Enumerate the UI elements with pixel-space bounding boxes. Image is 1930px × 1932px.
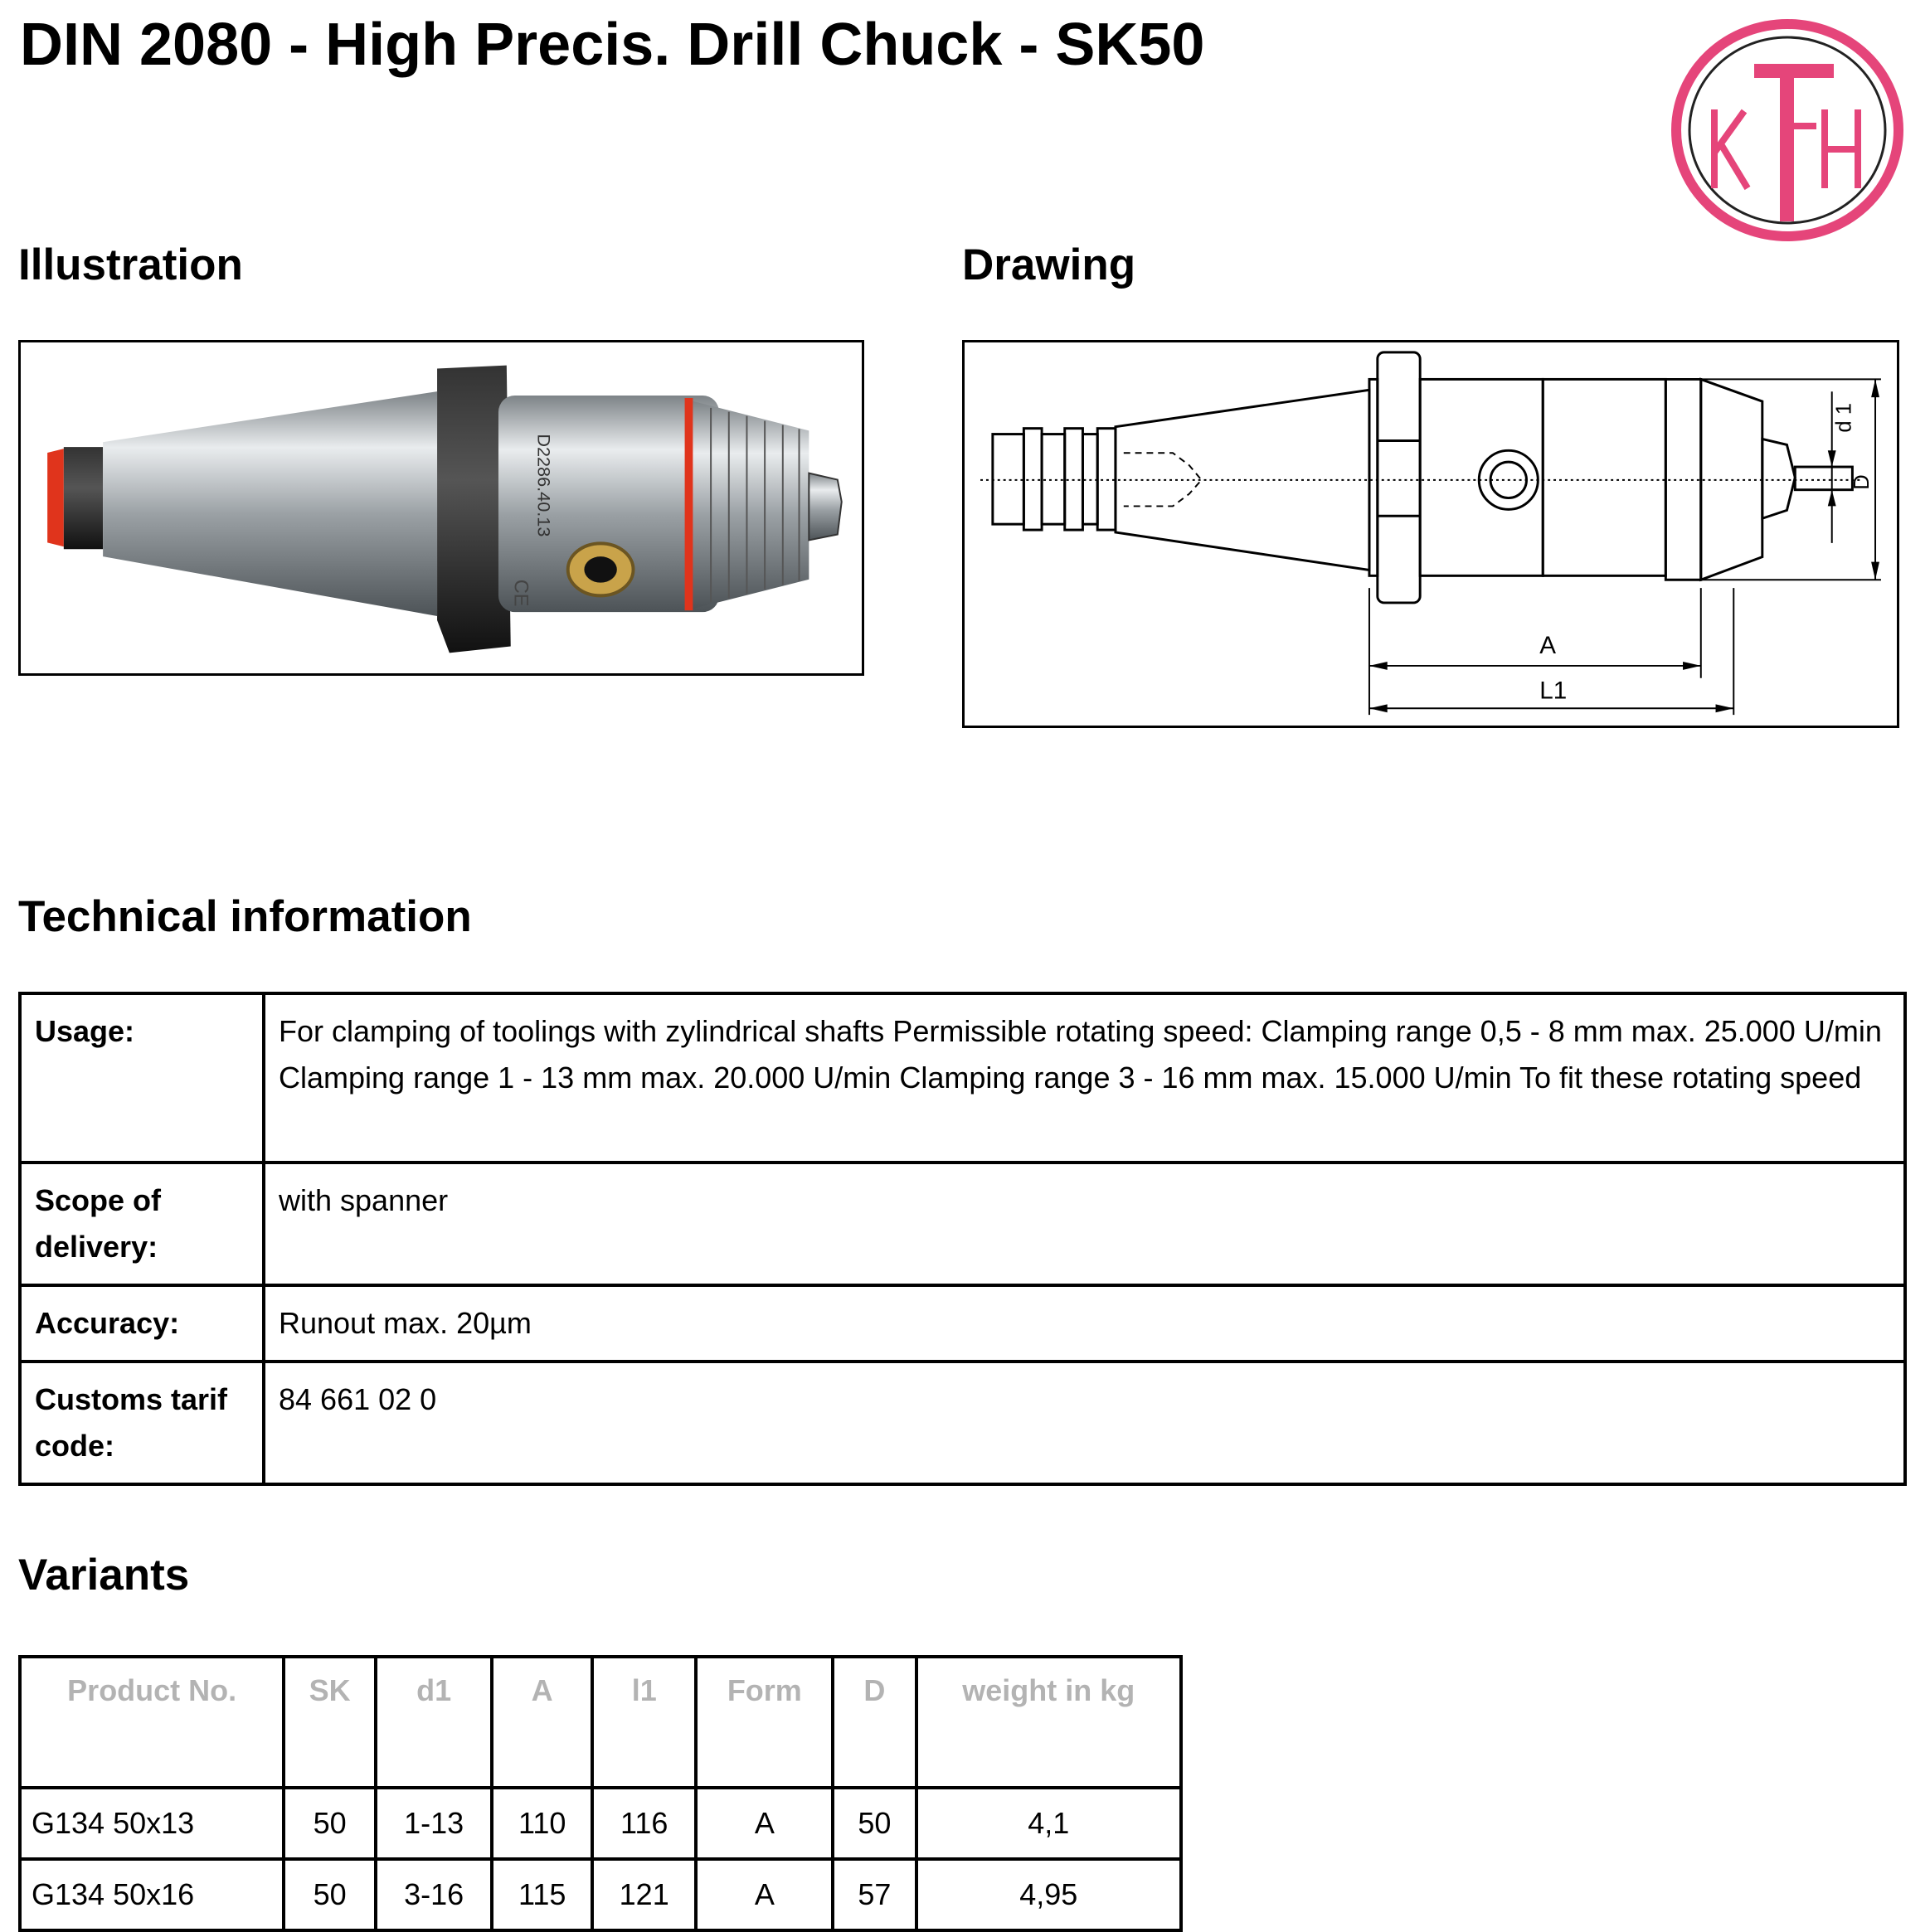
table-cell: 116 (592, 1788, 697, 1859)
drawing-heading: Drawing (962, 240, 1136, 289)
dim-label-d1: d 1 (1832, 402, 1856, 433)
tech-label: Usage: (20, 993, 264, 1163)
tech-value: For clamping of toolings with zylindrical shafts Permissible rotating speed: Clamping range 0,5 - 8 mm max. 25.000 U/min Clamping range 1 - 13 mm max. 20.000 U/min Clamping range 3 - 16 mm max. 15.000 U/min To fit these rotating speed (264, 993, 1905, 1163)
table-cell: 4,1 (916, 1788, 1181, 1859)
table-cell: 121 (592, 1859, 697, 1930)
column-header: weight in kg (916, 1657, 1181, 1788)
dim-label-l1: L1 (1539, 677, 1568, 705)
table-row (20, 1163, 1905, 1285)
column-header: D (833, 1657, 916, 1788)
table-cell: 4,95 (916, 1859, 1181, 1930)
table-row (20, 1285, 1905, 1362)
table-row (20, 1788, 1181, 1859)
product-number: G134 50x16 (20, 1859, 284, 1930)
table-row (20, 1362, 1905, 1484)
illustration-heading: Illustration (18, 240, 243, 289)
table-cell: 50 (833, 1788, 916, 1859)
table-cell: A (696, 1788, 833, 1859)
technical-table (18, 992, 1907, 1486)
table-cell: 1-13 (376, 1788, 493, 1859)
tech-label: Accuracy: (20, 1285, 264, 1362)
table-cell: 110 (492, 1788, 592, 1859)
tech-label: Customs tarif code: (20, 1362, 264, 1484)
ce-mark: CE (509, 579, 532, 607)
table-cell: 57 (833, 1859, 916, 1930)
column-header: A (492, 1657, 592, 1788)
table-cell: 50 (284, 1859, 375, 1930)
product-number: G134 50x13 (20, 1788, 284, 1859)
column-header: SK (284, 1657, 375, 1788)
column-header: l1 (592, 1657, 697, 1788)
technical-heading: Technical information (18, 892, 472, 941)
table-cell: 50 (284, 1788, 375, 1859)
dim-label-d: D (1850, 474, 1874, 490)
page-title: DIN 2080 - High Precis. Drill Chuck - SK50 (20, 12, 1205, 78)
table-row (20, 1859, 1181, 1930)
table-cell: A (696, 1859, 833, 1930)
tech-value: 84 661 02 0 (264, 1362, 1905, 1484)
column-header: Product No. (20, 1657, 284, 1788)
tech-value: Runout max. 20µm (264, 1285, 1905, 1362)
column-header: d1 (376, 1657, 493, 1788)
table-row (20, 993, 1905, 1163)
marking-text: D2286.40.13 (533, 434, 555, 537)
table-cell: 3-16 (376, 1859, 493, 1930)
variants-table (18, 1655, 1183, 1932)
table-header-row (20, 1657, 1181, 1788)
tech-value: with spanner (264, 1163, 1905, 1285)
illustration-frame (18, 340, 864, 676)
drill-chuck-illustration (21, 342, 862, 673)
column-header: Form (696, 1657, 833, 1788)
dim-label-a: A (1539, 632, 1557, 660)
kfh-logo (1671, 18, 1903, 242)
drawing-frame (962, 340, 1899, 728)
tech-label: Scope of delivery: (20, 1163, 264, 1285)
technical-drawing (965, 342, 1897, 726)
variants-heading: Variants (18, 1551, 190, 1599)
table-cell: 115 (492, 1859, 592, 1930)
